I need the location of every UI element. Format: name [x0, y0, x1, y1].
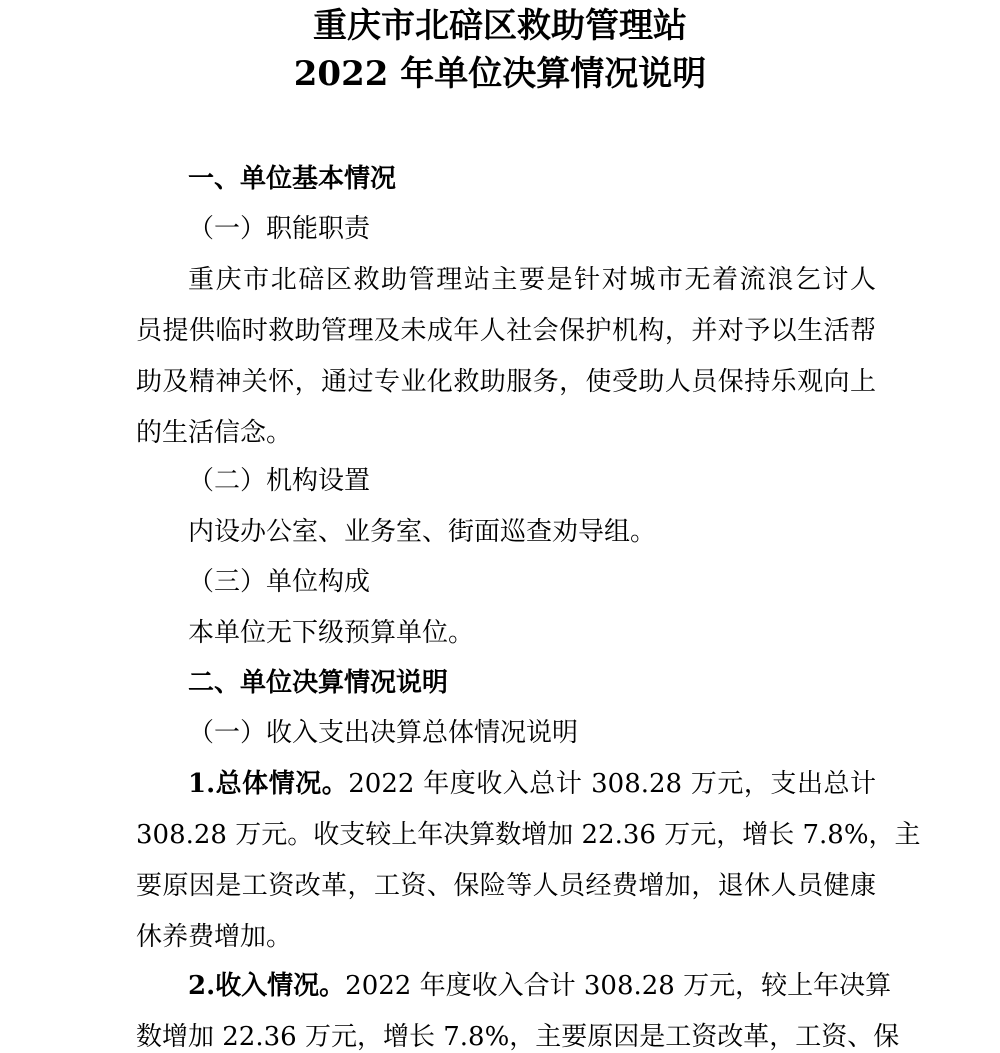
- paragraph-overall-line: 休养费增加。: [136, 922, 293, 952]
- income-situation-lead: 2.收入情况。: [188, 971, 346, 1001]
- subheading-organization: （二）机构设置: [188, 466, 371, 496]
- subheading-income-expense-overview: （一）收入支出决算总体情况说明: [188, 718, 579, 748]
- paragraph-functions-line: 助及精神关怀，通过专业化救助服务，使受助人员保持乐观向上: [136, 367, 876, 397]
- income-situation-text: 2022 年度收入合计 308.28 万元，较上年决算: [345, 971, 892, 1001]
- document-title-line-2: 2022 年单位决算情况说明: [293, 54, 707, 94]
- paragraph-functions-line: 员提供临时救助管理及未成年人社会保护机构，并对予以生活帮: [136, 316, 876, 346]
- paragraph-income-line-1: [188, 970, 892, 1002]
- overall-situation-text: 2022 年度收入总计 308.28 万元，支出总计: [348, 769, 876, 799]
- overall-situation-lead: 1.总体情况。: [188, 769, 349, 799]
- paragraph-functions-line: 重庆市北碚区救助管理站主要是针对城市无着流浪乞讨人: [188, 265, 876, 295]
- subheading-functions: （一）职能职责: [188, 214, 371, 244]
- paragraph-composition: 本单位无下级预算单位。: [188, 618, 475, 648]
- paragraph-overall-line-1: [188, 768, 876, 800]
- paragraph-income-line: 数增加 22.36 万元，增长 7.8%，主要原因是工资改革，工资、保: [136, 1022, 900, 1052]
- paragraph-organization: 内设办公室、业务室、街面巡查劝导组。: [188, 517, 657, 547]
- subheading-composition: （三）单位构成: [188, 567, 371, 597]
- document-title-line-1: 重庆市北碚区救助管理站: [313, 6, 687, 46]
- section-heading-final-accounts: 二、单位决算情况说明: [188, 668, 449, 698]
- paragraph-functions-line: 的生活信念。: [136, 418, 293, 448]
- section-heading-basic-info: 一、单位基本情况: [188, 164, 397, 194]
- paragraph-overall-line: 308.28 万元。收支较上年决算数增加 22.36 万元，增长 7.8%，主: [136, 820, 921, 850]
- paragraph-overall-line: 要原因是工资改革，工资、保险等人员经费增加，退休人员健康: [136, 871, 876, 901]
